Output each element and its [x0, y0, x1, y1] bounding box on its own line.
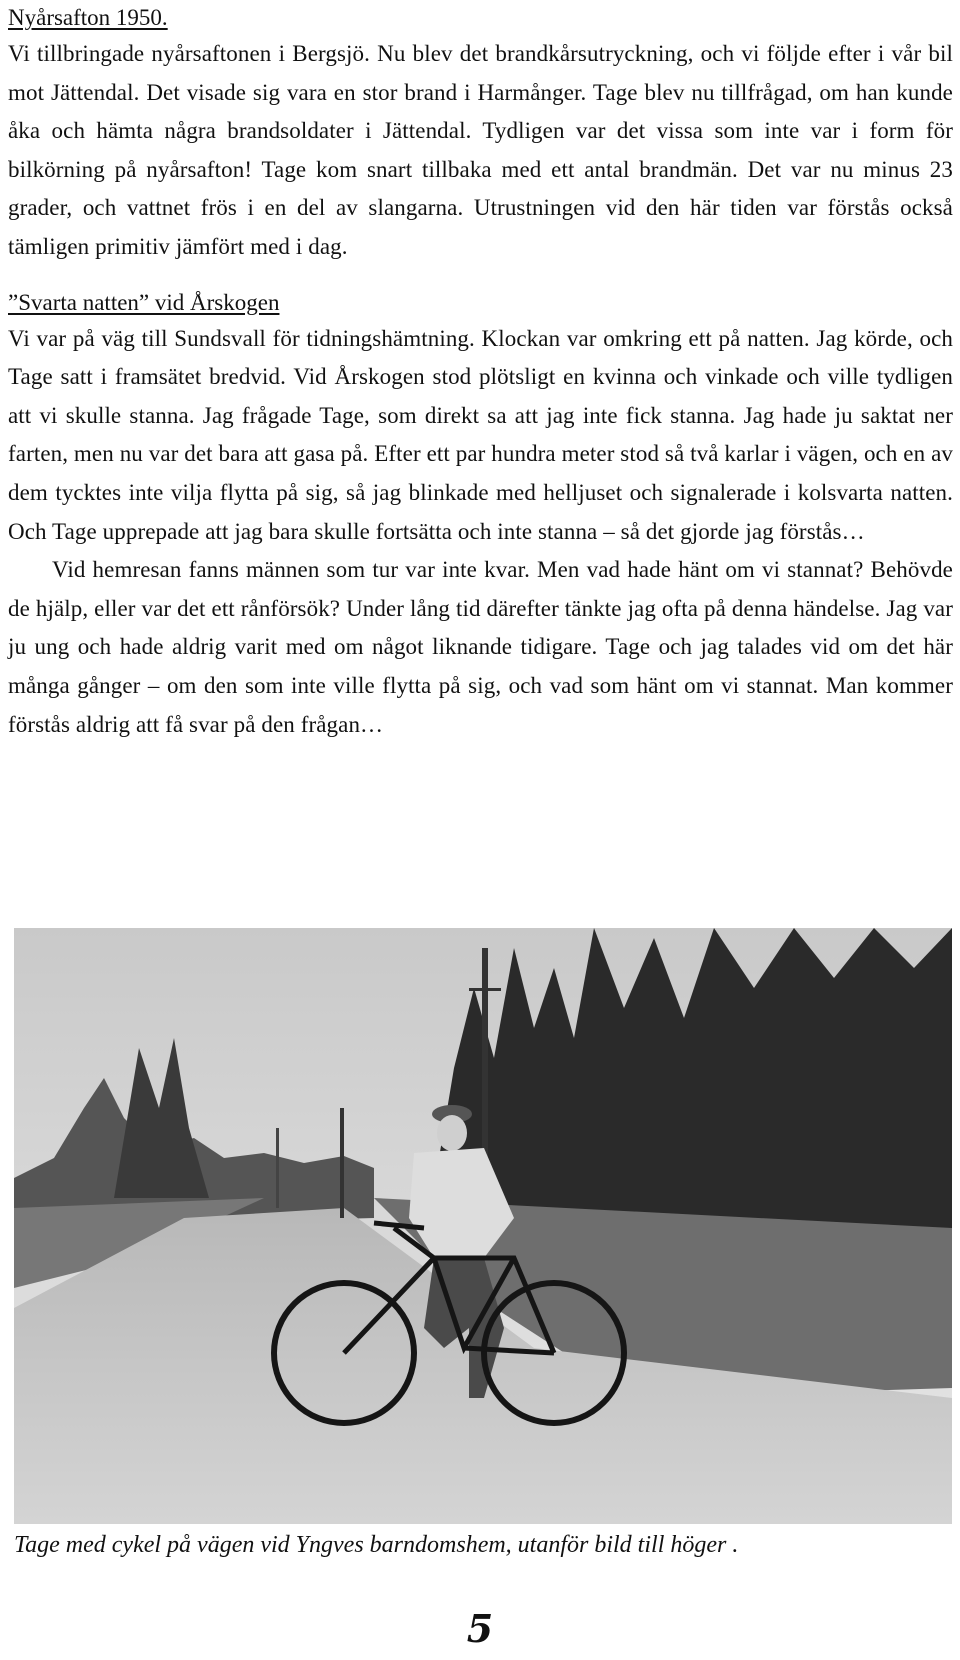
paragraph: Vi var på väg till Sundsvall för tidningshämtning. Klockan var omkring ett på natten. Jag körde, och Tage satt i framsätet bredvid. Vid Årskogen stod plötsligt en kvinna och vinkade och ville tydligen att vi skulle stanna. Jag frågade Tage, som direkt sa att jag inte fick stanna. Jag hade ju saktat ner farten, men nu var det bara att gasa på. Efter ett par hundra meter stod så två karlar i vägen, och en av dem tycktes inte vilja flytta på sig, så jag blinkade med helljuset och signalerade i kolsvarta natten. Och Tage upprepade att jag bara skulle fortsätta och inte stanna – så det gjorde jag förstås… — [8, 325, 953, 544]
section-nyarsafton — [8, 0, 953, 267]
paragraph: Vid hemresan fanns männen som tur var inte kvar. Men vad hade hänt om vi stannat? Behövde de hjälp, eller var det ett rånförsök? Under lång tid därefter tänkte jag ofta på denna händelse. Jag var ju ung och hade aldrig varit med om något liknande tidigare. Tage och jag talades vid om det här många gånger – om den som inte ville flytta på sig, och vad som hänt om vi stannat. Man kommer förstås aldrig att få svar på den frågan… — [8, 557, 953, 737]
section-svarta-natten — [8, 285, 953, 745]
section-heading: ”Svarta natten” vid Årskogen — [8, 289, 280, 315]
page-number: 5 — [466, 1606, 494, 1651]
photo-caption: Tage med cykel på vägen vid Yngves barndomshem, utanför bild till höger . — [14, 1532, 739, 1558]
bicycle-photo — [14, 928, 952, 1524]
paragraph: Vi tillbringade nyårsaftonen i Bergsjö. Nu blev det brandkårsutryckning, och vi följde efter i vår bil mot Jättendal. Det visade sig vara en stor brand i Harmånger. Tage blev nu tillfrågad, om han kunde åka och hämta några brandsoldater i Jättendal. Tydligen var det vissa som inte var i form för bilkörning på nyårsafton! Tage kom snart tillbaka med ett antal brandmän. Det var nu minus 23 grader, och vattnet frös i en del av slangarna. Utrustningen vid den här tiden var förstås också tämligen primitiv jämfört med i dag. — [8, 41, 953, 259]
section-heading: Nyårsafton 1950. — [8, 5, 168, 30]
page — [8, 0, 953, 744]
